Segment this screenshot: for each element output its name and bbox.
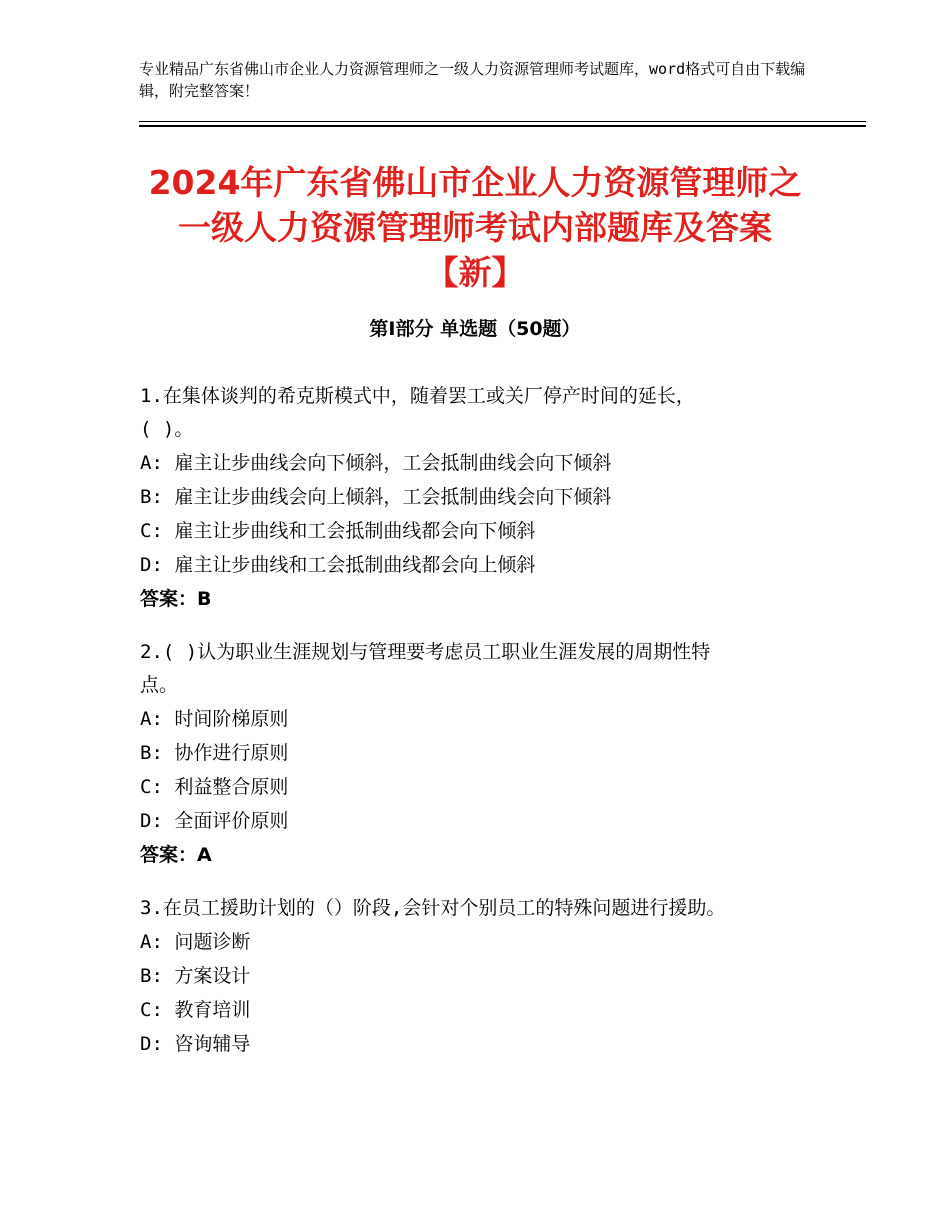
question-stem: 3.在员工援助计划的（）阶段,会针对个别员工的特殊问题进行援助。 [140,897,726,919]
header-divider-thick [139,125,866,127]
option-a: A: 问题诊断 [140,931,251,953]
option-b: B: 方案设计 [140,965,251,987]
option-d: D: 雇主让步曲线和工会抵制曲线都会向上倾斜 [140,554,536,576]
header-note: 专业精品广东省佛山市企业人力资源管理师之一级人力资源管理师考试题库，word格式可自由下载编辑，附完整答案！ [139,60,806,100]
option-c: C: 教育培训 [140,999,251,1021]
question-2 [140,636,830,872]
option-c: C: 雇主让步曲线和工会抵制曲线都会向下倾斜 [140,520,536,542]
option-b: B: 协作进行原则 [140,742,289,764]
answer: 答案：B [140,588,212,610]
title-line-1: 2024年广东省佛山市企业人力资源管理师之 [148,163,802,202]
option-d: D: 全面评价原则 [140,810,289,832]
question-1 [140,380,830,616]
question-3 [140,892,830,1061]
header-divider-thin [139,121,866,122]
option-d: D: 咨询辅导 [140,1033,251,1055]
option-a: A: 雇主让步曲线会向下倾斜，工会抵制曲线会向下倾斜 [140,452,612,474]
option-b: B: 雇主让步曲线会向上倾斜，工会抵制曲线会向下倾斜 [140,486,612,508]
title-line-2: 一级人力资源管理师考试内部题库及答案 [178,208,772,247]
title-line-3: 【新】 [425,253,525,292]
question-stem: 1.在集体谈判的希克斯模式中，随着罢工或关厂停产时间的延长， [140,385,695,407]
question-stem-continued: ( )。 [140,418,194,440]
document-title [100,160,850,295]
section-title: 第Ⅰ部分 单选题（50题） [369,318,581,340]
option-c: C: 利益整合原则 [140,776,289,798]
option-a: A: 时间阶梯原则 [140,708,289,730]
question-list [140,380,830,1081]
question-stem: 2.( )认为职业生涯规划与管理要考虑员工职业生涯发展的周期性特 [140,641,711,663]
question-stem-continued: 点。 [140,674,179,696]
answer: 答案：A [140,844,212,866]
